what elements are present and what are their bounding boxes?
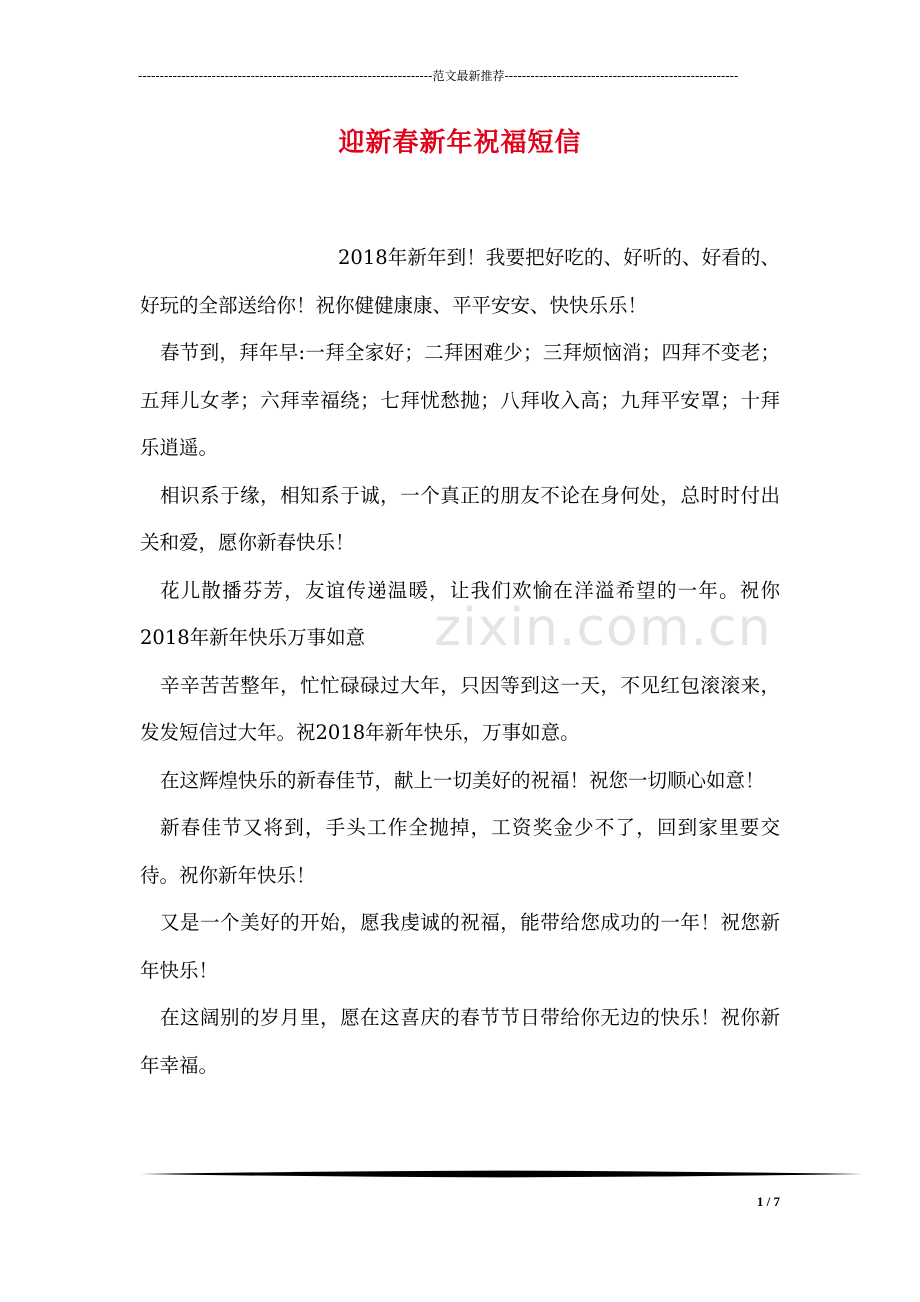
header-label: --------------------------------------------------------------------范文最新推荐------------------------------------------------------ (138, 69, 739, 83)
paragraph: 春节到，拜年早:一拜全家好；二拜困难少；三拜烦恼消；四拜不变老；五拜儿女孝；六拜幸福绕；七拜忧愁抛；八拜收入高；九拜平安罩；十拜乐逍遥。 (140, 341, 780, 459)
document-body (140, 234, 780, 1089)
paragraph: 在这辉煌快乐的新春佳节，献上一切美好的祝福！祝您一切顺心如意！ (160, 768, 765, 792)
paragraph: 在这阔别的岁月里，愿在这喜庆的春节节日带给你无边的快乐！祝你新年幸福。 (140, 1006, 780, 1077)
watermark: zixin.com.cn (434, 598, 772, 658)
paragraph: 2018年新年到！我要把好吃的、好听的、好看的、好玩的全部送给你！祝你健健康康、平平安安、快快乐乐！ (140, 246, 780, 317)
document-title: 迎新春新年祝福短信 (338, 128, 582, 158)
paragraph: 花儿散播芬芳，友谊传递温暖，让我们欢愉在洋溢希望的一年。祝你2018年新年快乐万事如意 (140, 578, 780, 649)
paragraph: 新春佳节又将到，手头工作全抛掉，工资奖金少不了，回到家里要交待。祝你新年快乐！ (140, 816, 780, 887)
paragraph: 又是一个美好的开始，愿我虔诚的祝福，能带给您成功的一年！祝您新年快乐！ (140, 911, 780, 982)
paragraph: 辛辛苦苦整年，忙忙碌碌过大年，只因等到这一天，不见红包滚滚来，发发短信过大年。祝2018年新年快乐，万事如意。 (140, 673, 780, 744)
paragraph: 相识系于缘，相知系于诚，一个真正的朋友不论在身何处，总时时付出关和爱，愿你新春快乐！ (140, 483, 780, 554)
footer-divider (140, 1170, 863, 1178)
page-number: 1 / 7 (756, 1194, 780, 1209)
